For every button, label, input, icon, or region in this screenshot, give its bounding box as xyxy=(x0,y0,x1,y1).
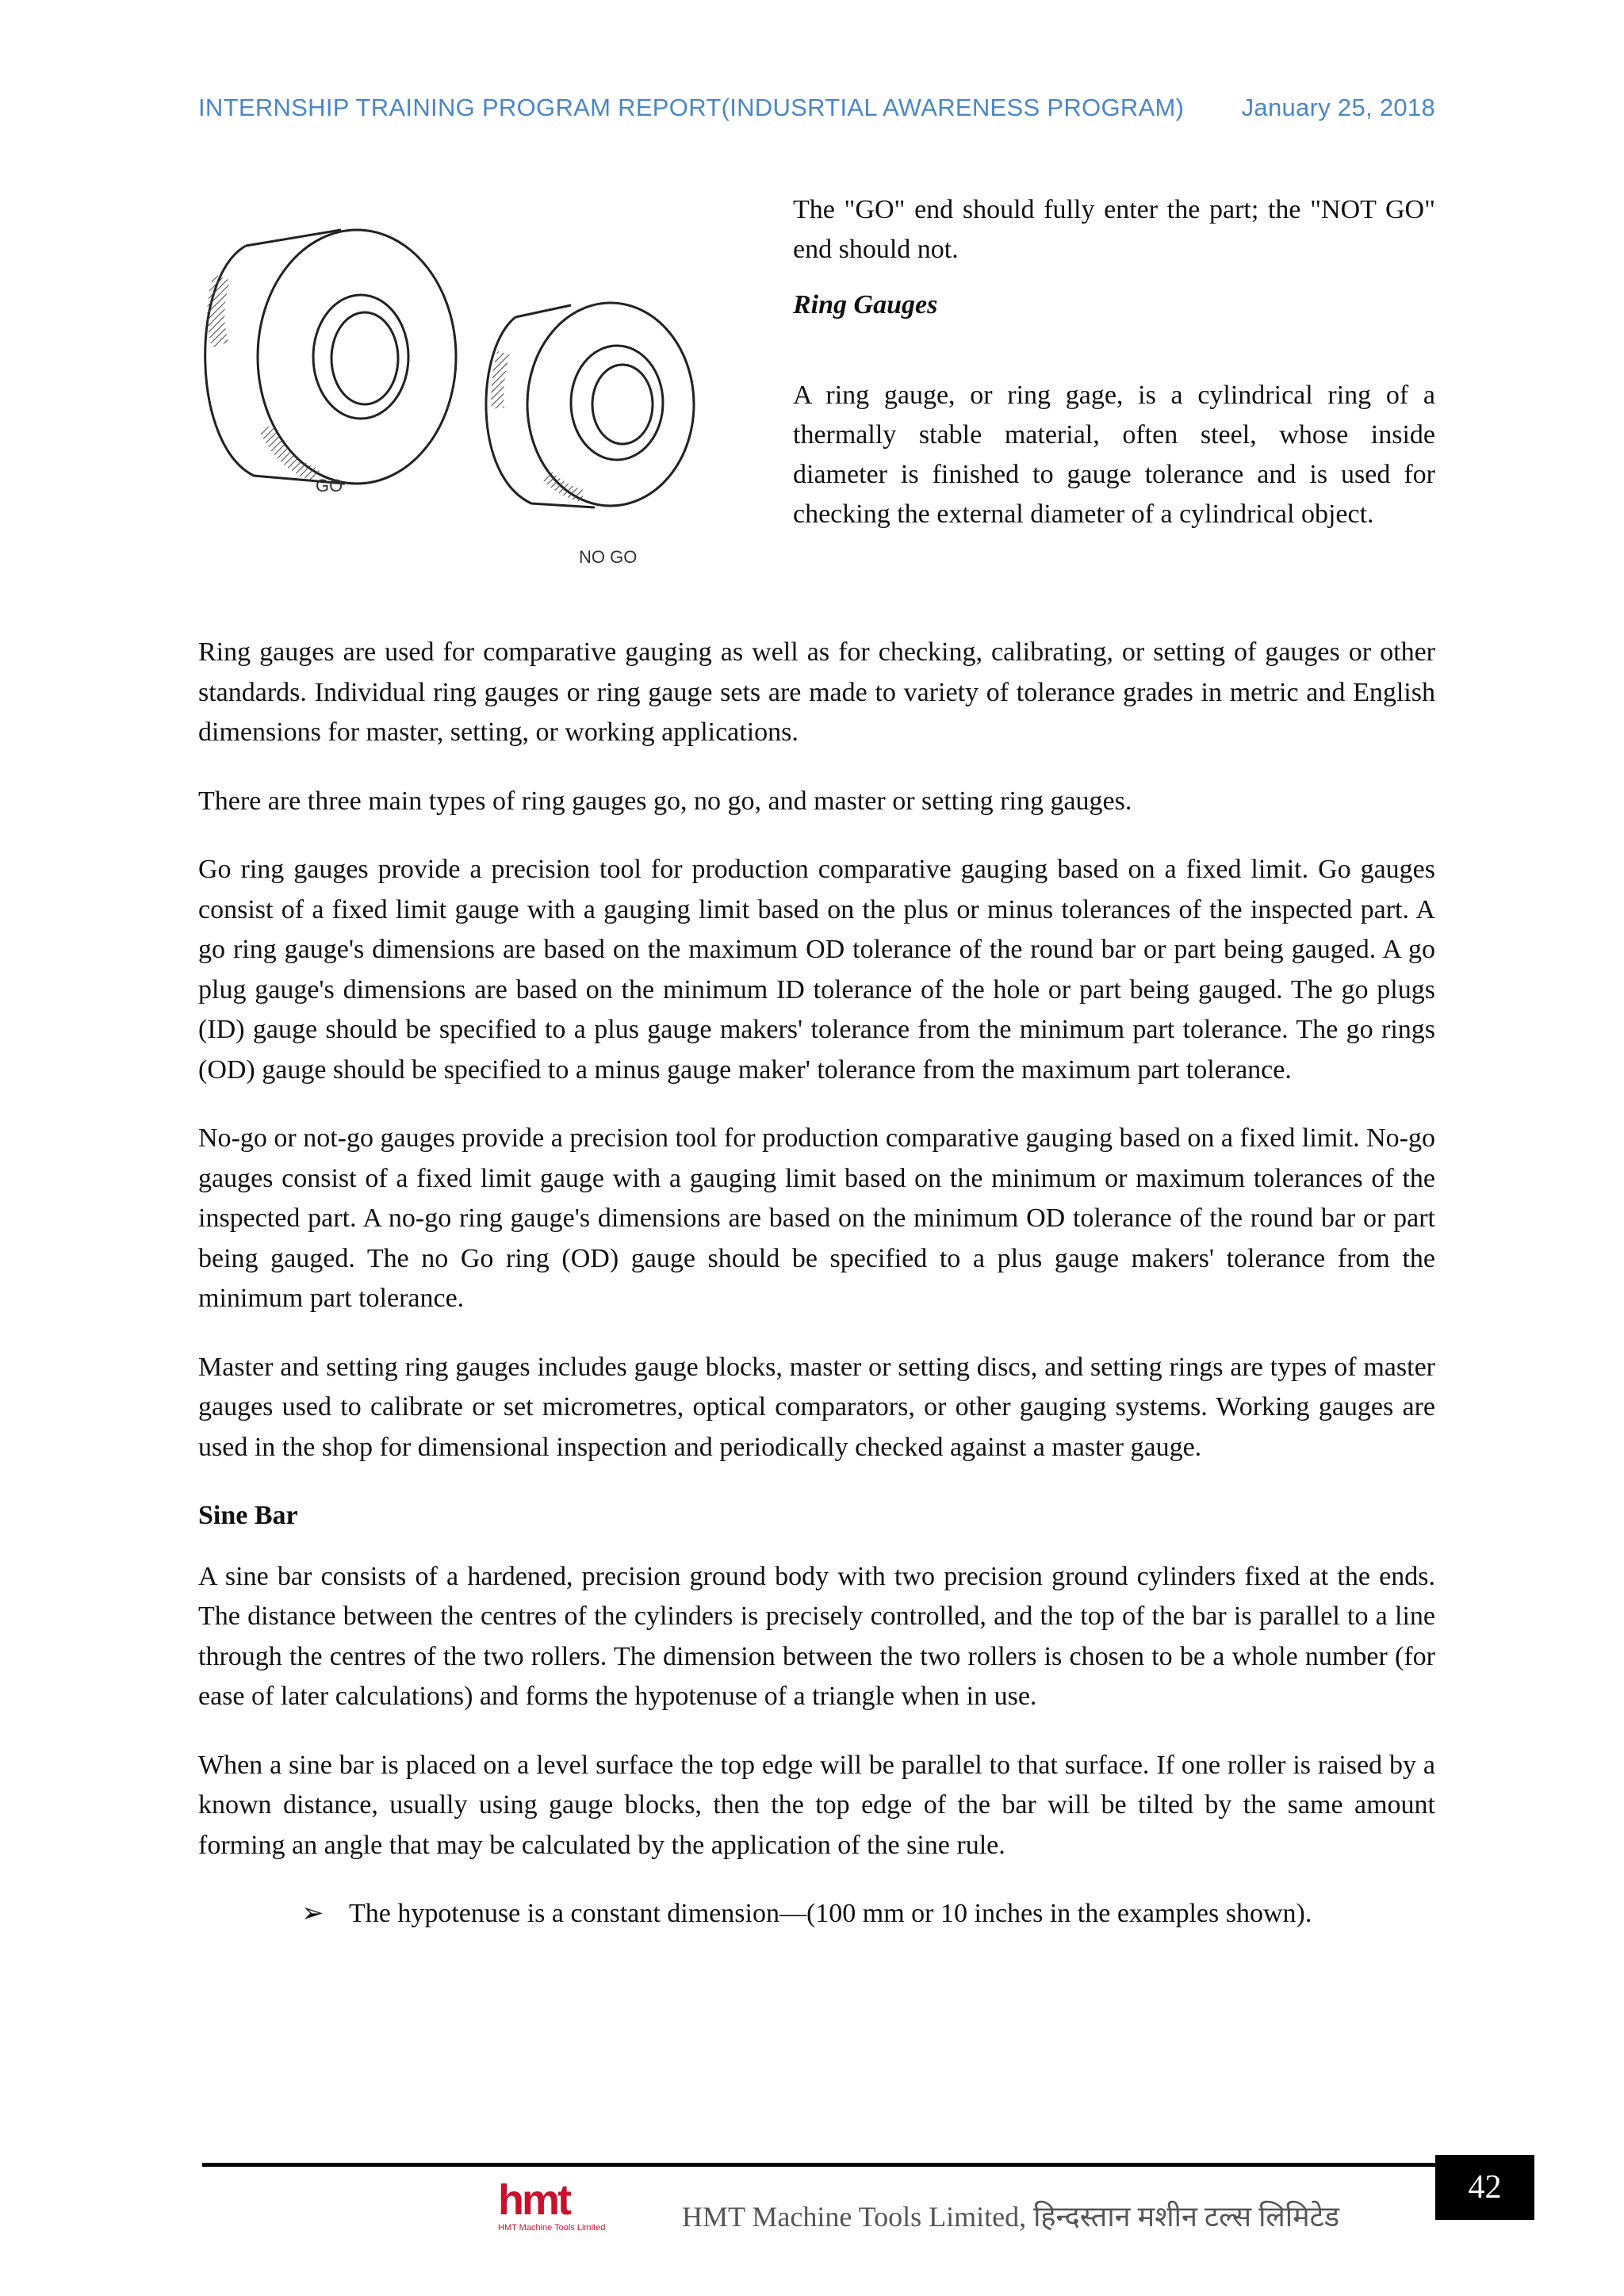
go-gauge-drawing xyxy=(205,230,456,484)
paragraph-ring-gauges-uses: Ring gauges are used for comparative gauging as well as for checking, calibrating, or setting of gauges or other standards. Individual ring gauges or ring gauge sets are made to variety of tolerance grades in metric and English dimensions for master, setting, or working applications. xyxy=(198,637,1435,747)
go-label: GO xyxy=(316,476,343,496)
bullet-item xyxy=(301,1894,1435,1934)
footer-divider xyxy=(202,2163,1526,2167)
nogo-label: NO GO xyxy=(579,547,638,567)
page-number: 42 xyxy=(1435,2155,1534,2220)
hmt-logo-mark: hmt xyxy=(498,2176,569,2224)
page-header xyxy=(198,94,1435,122)
header-date: January 25, 2018 xyxy=(1241,94,1435,121)
right-column-text xyxy=(793,190,1435,550)
paragraph-master-gauges: Master and setting ring gauges includes gauge blocks, master or setting discs, and setting rings are types of master gauges used to calibrate or set micrometres, optical comparators, or other gauging systems. Working gauges are used in the shop for dimensional inspection and periodically checked against a master gauge. xyxy=(198,1352,1435,1462)
paragraph-sine-bar: A sine bar consists of a hardened, precision ground body with two precision ground cylinders fixed at the ends. The distance between the centres of the cylinders is precisely controlled, and the top of the bar is parallel to a line through the centres of the two rollers. The dimension between the two rollers is chosen to be a whole number (for ease of later calculations) and forms the hypotenuse of a triangle when in use. xyxy=(198,1561,1435,1711)
sine-bar-heading: Sine Bar xyxy=(198,1501,298,1530)
hmt-logo-subtext: HMT Machine Tools Limited xyxy=(498,2223,606,2233)
bullet-text: The hypotenuse is a constant dimension—(100 mm or 10 inches in the examples shown). xyxy=(349,1899,1312,1928)
ring-gauges-heading: Ring Gauges xyxy=(793,290,938,320)
arrow-bullet-icon: ➢ xyxy=(301,1899,324,1928)
main-body-text xyxy=(198,633,1435,1934)
paragraph-go-gauges: Go ring gauges provide a precision tool for production comparative gauging based on a fixed limit. Go gauges consist of a fixed limit gauge with a gauging limit based on the plus or minus tolerances of the inspected part. A go ring gauge's dimensions are based on the maximum OD tolerance of the round bar or part being gauged. A go plug gauge's dimensions are based on the minimum ID tolerance of the hole or part being gauged. The go plugs (ID) gauge should be specified to a plus gauge makers' tolerance from the minimum part tolerance. The go rings (OD) gauge should be specified to a minus gauge maker' tolerance from the maximum part tolerance. xyxy=(198,855,1435,1085)
ring-gauge-definition: A ring gauge, or ring gage, is a cylindrical ring of a thermally stable material, often steel, whose inside diameter is finished to gauge tolerance and is used for checking the external diameter of a cylindrical object. xyxy=(793,381,1435,529)
paragraph-nogo-gauges: No-go or not-go gauges provide a precision tool for production comparative gauging based on a fixed limit. No-go gauges consist of a fixed limit gauge with a gauging limit based on the minimum or maximum tolerances of the inspected part. A no-go ring gauge's dimensions are based on the minimum OD tolerance of the round bar or part being gauged. The no Go ring (OD) gauge should be specified to a plus gauge makers' tolerance from the minimum part tolerance. xyxy=(198,1123,1435,1313)
hmt-logo xyxy=(498,2176,606,2233)
paragraph-sine-bar-use: When a sine bar is placed on a level surface the top edge will be parallel to that surface. If one roller is raised by a known distance, usually using gauge blocks, then the top edge of the bar will be tilted by the same amount forming an angle that may be calculated by the application of the sine rule. xyxy=(198,1750,1435,1860)
nogo-gauge-drawing xyxy=(486,303,694,507)
footer-company-name: HMT Machine Tools Limited, हिन्दस्तान मशीन टल्स लिमिटेड xyxy=(682,2201,1340,2233)
ring-gauge-illustration xyxy=(198,214,753,595)
intro-paragraph: The "GO" end should fully enter the part; the "NOT GO" end should not. xyxy=(793,195,1435,264)
paragraph-types: There are three main types of ring gauges go, no go, and master or setting ring gauges. xyxy=(198,786,1132,816)
header-title: INTERNSHIP TRAINING PROGRAM REPORT(INDUSRTIAL AWARENESS PROGRAM) xyxy=(198,94,1185,121)
ring-gauge-figure xyxy=(198,214,753,595)
